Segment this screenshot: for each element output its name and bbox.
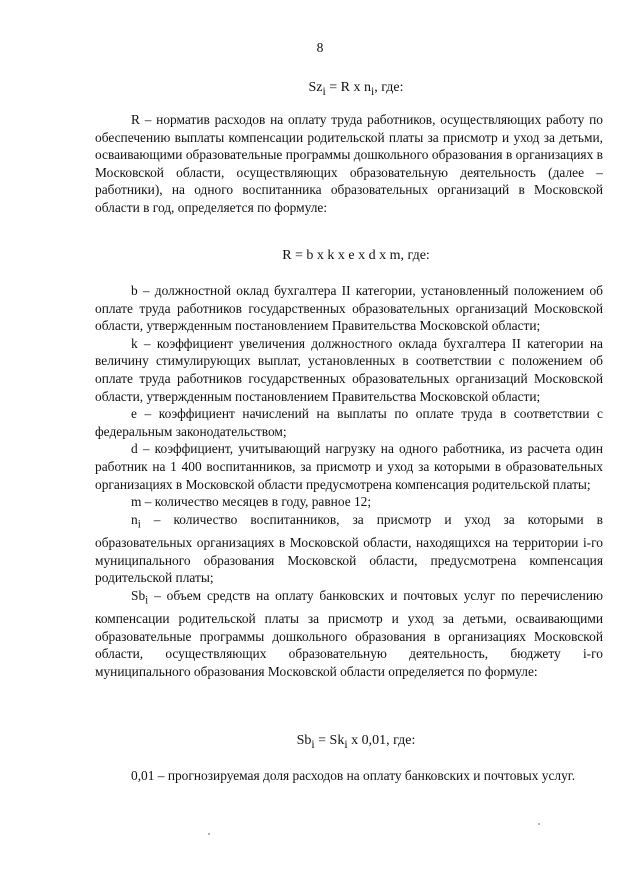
formula-szi-var: Sz	[308, 80, 323, 95]
paragraph-r-definition: R – норматив расходов на оплату труда работников, осуществляющих работу по обеспечению выплаты компенсации родительской платы за присмотр и уход за детьми, осваивающими образовательные программы дошкольного образования в организациях в Московской области, осуществляющих образовательную деятельность (далее – работники), на одного воспитанника образовательных организаций в Московской области в год, определяется по формуле:	[95, 112, 603, 215]
formula-sbi-mid: = Sk	[314, 733, 345, 748]
definition-sbi-sub: i	[145, 594, 149, 607]
formula-sbi	[0, 733, 640, 751]
definitions-list	[95, 282, 603, 680]
definition-e: e – коэффициент начислений на выплаты по оплате труда в соответствии с федеральным законодательством;	[95, 406, 603, 439]
definition-ni-sub: i	[137, 518, 141, 531]
paragraph-coefficient-001: 0,01 – прогнозируемая доля расходов на оплату банковских и почтовых услуг.	[131, 768, 576, 783]
scan-speck	[208, 833, 210, 835]
page-number: 8	[316, 40, 324, 55]
definition-sbi-text: – объем средств на оплату банковских и почтовых услуг по перечислению компенсации родительской платы за присмотр и уход за детьми, осваивающими образовательные программы дошкольного образования в организациях Московской области, осуществляющих образовательную деятельность, бюджету i-го муниципального образования Московской области определяется по формуле:	[95, 587, 603, 679]
formula-szi-mid: = R x n	[325, 80, 371, 95]
definition-ni-text: – количество воспитанников, за присмотр и уход за которыми в образовательных организациях в Московской области, находящихся на территории i-го муниципального образования Московской области, предусмотрена компенсация родительской платы;	[95, 511, 603, 586]
formula-sbi-sub2: i	[344, 737, 348, 751]
definition-sbi	[95, 587, 603, 681]
formula-r-text: R = b x k x e x d x m, где:	[282, 248, 430, 263]
definition-b: b – должностной оклад бухгалтера II категории, установленный положением об оплате труда работников государственных образовательных организаций Московской области, утвержденным постановлением Правительства Московской области;	[95, 283, 603, 334]
definition-ni-var: n	[131, 511, 138, 527]
formula-szi-sub2: i	[370, 84, 375, 98]
formula-szi	[0, 80, 640, 98]
formula-szi-sub: i	[322, 84, 326, 98]
paragraph-block-r	[95, 111, 603, 217]
definition-sbi-var: Sb	[131, 587, 146, 603]
definition-k: k – коэффициент увеличения должностного оклада бухгалтера II категории на величину стимулирующих выплат, установленных в соответствии с положением об оплате труда работников государственных образовательных организаций Московской области, утвержденным постановлением Правительства Московской области;	[95, 335, 603, 404]
formula-szi-tail: , где:	[374, 80, 404, 95]
formula-sbi-tail: x 0,01, где:	[347, 733, 416, 748]
formula-sbi-sub: i	[311, 737, 315, 751]
definition-d: d – коэффициент, учитывающий нагрузку на одного работника, из расчета один работник на 1 400 воспитанников, за присмотр и уход за которыми в образовательных организациях в Московской области предусмотрена компенсация родительской платы;	[95, 441, 603, 492]
scan-speck	[538, 823, 540, 825]
definition-ni	[95, 511, 603, 587]
formula-sbi-var: Sb	[296, 733, 312, 748]
definition-m: m – количество месяцев в году, равное 12;	[131, 494, 372, 510]
formula-r	[0, 248, 640, 264]
paragraph-block-coefficient	[95, 767, 603, 785]
